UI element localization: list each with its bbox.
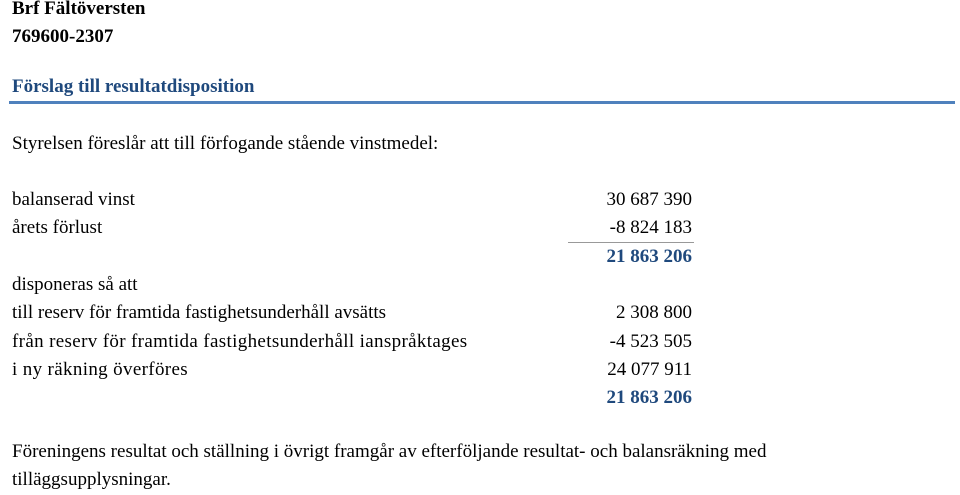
intro-text: Styrelsen föreslår att till förfogande stående vinstmedel: <box>12 133 439 154</box>
row-label-arets-forlust: årets förlust <box>12 217 103 238</box>
section-title: Förslag till resultatdisposition <box>12 76 255 97</box>
available-total: 21 863 206 <box>606 246 692 267</box>
row-value-balanserad-vinst: 30 687 390 <box>606 189 692 210</box>
closing-text-line-1: Föreningens resultat och ställning i övrigt framgår av efterföljande resultat- och balansräkning med <box>12 441 767 462</box>
row-label-balanserad-vinst: balanserad vinst <box>12 189 135 210</box>
organization-name: Brf Fältöversten <box>12 0 146 19</box>
section-divider <box>9 101 955 104</box>
disposition-total: 21 863 206 <box>606 387 692 408</box>
row-value-arets-forlust: -8 824 183 <box>609 217 692 238</box>
row-value-reserv-avsatts: 2 308 800 <box>616 302 692 323</box>
disposition-heading: disponeras så att <box>12 274 138 295</box>
row-label-ny-rakning: i ny räkning överföres <box>12 359 189 380</box>
sum-divider <box>568 242 694 243</box>
organization-number: 769600-2307 <box>12 26 114 47</box>
row-label-reserv-ianspraktages: från reserv för framtida fastighetsunderhåll ianspråktages <box>12 331 468 352</box>
closing-text-line-2: tilläggsupplysningar. <box>12 469 171 490</box>
row-value-ny-rakning: 24 077 911 <box>607 359 692 380</box>
row-label-reserv-avsatts: till reserv för framtida fastighetsunderhåll avsätts <box>12 302 387 323</box>
row-value-reserv-ianspraktages: -4 523 505 <box>609 331 692 352</box>
